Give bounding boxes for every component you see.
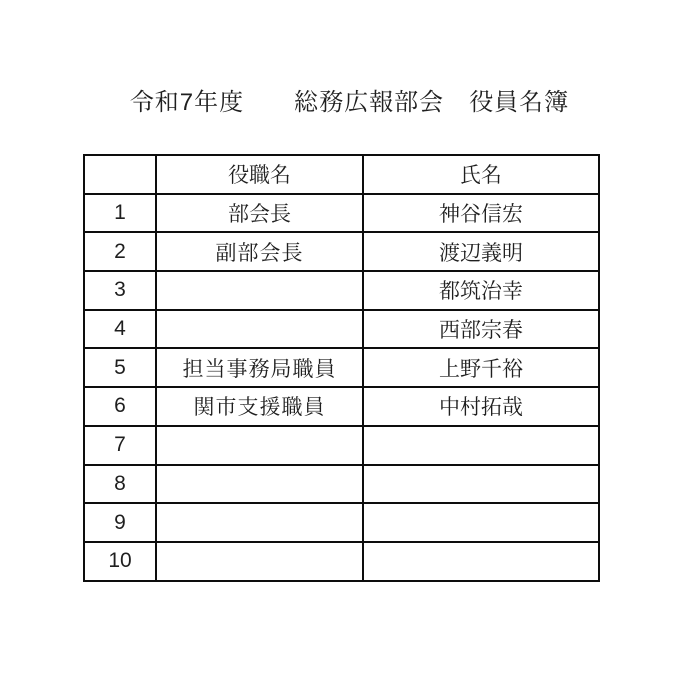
row-number-cell: 7 xyxy=(84,426,156,465)
table-row xyxy=(84,194,599,233)
position-cell xyxy=(156,503,363,542)
table-row xyxy=(84,271,599,310)
table-row xyxy=(84,232,599,271)
name-cell: 中村拓哉 xyxy=(363,387,599,426)
table-row xyxy=(84,387,599,426)
position-cell xyxy=(156,426,363,465)
header-cell-name: 氏名 xyxy=(363,155,599,194)
header-cell-position: 役職名 xyxy=(156,155,363,194)
name-cell: 都筑治幸 xyxy=(363,271,599,310)
table-row xyxy=(84,503,599,542)
row-number-cell: 9 xyxy=(84,503,156,542)
position-cell xyxy=(156,542,363,581)
position-cell xyxy=(156,271,363,310)
position-cell: 部会長 xyxy=(156,194,363,233)
header-cell-number xyxy=(84,155,156,194)
roster-table xyxy=(83,154,600,582)
name-cell xyxy=(363,465,599,504)
row-number-cell: 4 xyxy=(84,310,156,349)
table-row xyxy=(84,310,599,349)
position-cell xyxy=(156,465,363,504)
name-cell: 西部宗春 xyxy=(363,310,599,349)
name-cell xyxy=(363,503,599,542)
table-row xyxy=(84,426,599,465)
row-number-cell: 8 xyxy=(84,465,156,504)
row-number-cell: 3 xyxy=(84,271,156,310)
table-header-row xyxy=(84,155,599,194)
table-row xyxy=(84,348,599,387)
position-cell: 担当事務局職員 xyxy=(156,348,363,387)
name-cell: 渡辺義明 xyxy=(363,232,599,271)
row-number-cell: 5 xyxy=(84,348,156,387)
position-cell: 関市支援職員 xyxy=(156,387,363,426)
row-number-cell: 2 xyxy=(84,232,156,271)
row-number-cell: 6 xyxy=(84,387,156,426)
table-row xyxy=(84,542,599,581)
position-cell: 副部会長 xyxy=(156,232,363,271)
position-cell xyxy=(156,310,363,349)
row-number-cell: 1 xyxy=(84,194,156,233)
row-number-cell: 10 xyxy=(84,542,156,581)
name-cell xyxy=(363,426,599,465)
document-title: 令和7年度 総務広報部会 役員名簿 xyxy=(129,89,570,116)
name-cell xyxy=(363,542,599,581)
table-row xyxy=(84,465,599,504)
name-cell: 上野千裕 xyxy=(363,348,599,387)
name-cell: 神谷信宏 xyxy=(363,194,599,233)
